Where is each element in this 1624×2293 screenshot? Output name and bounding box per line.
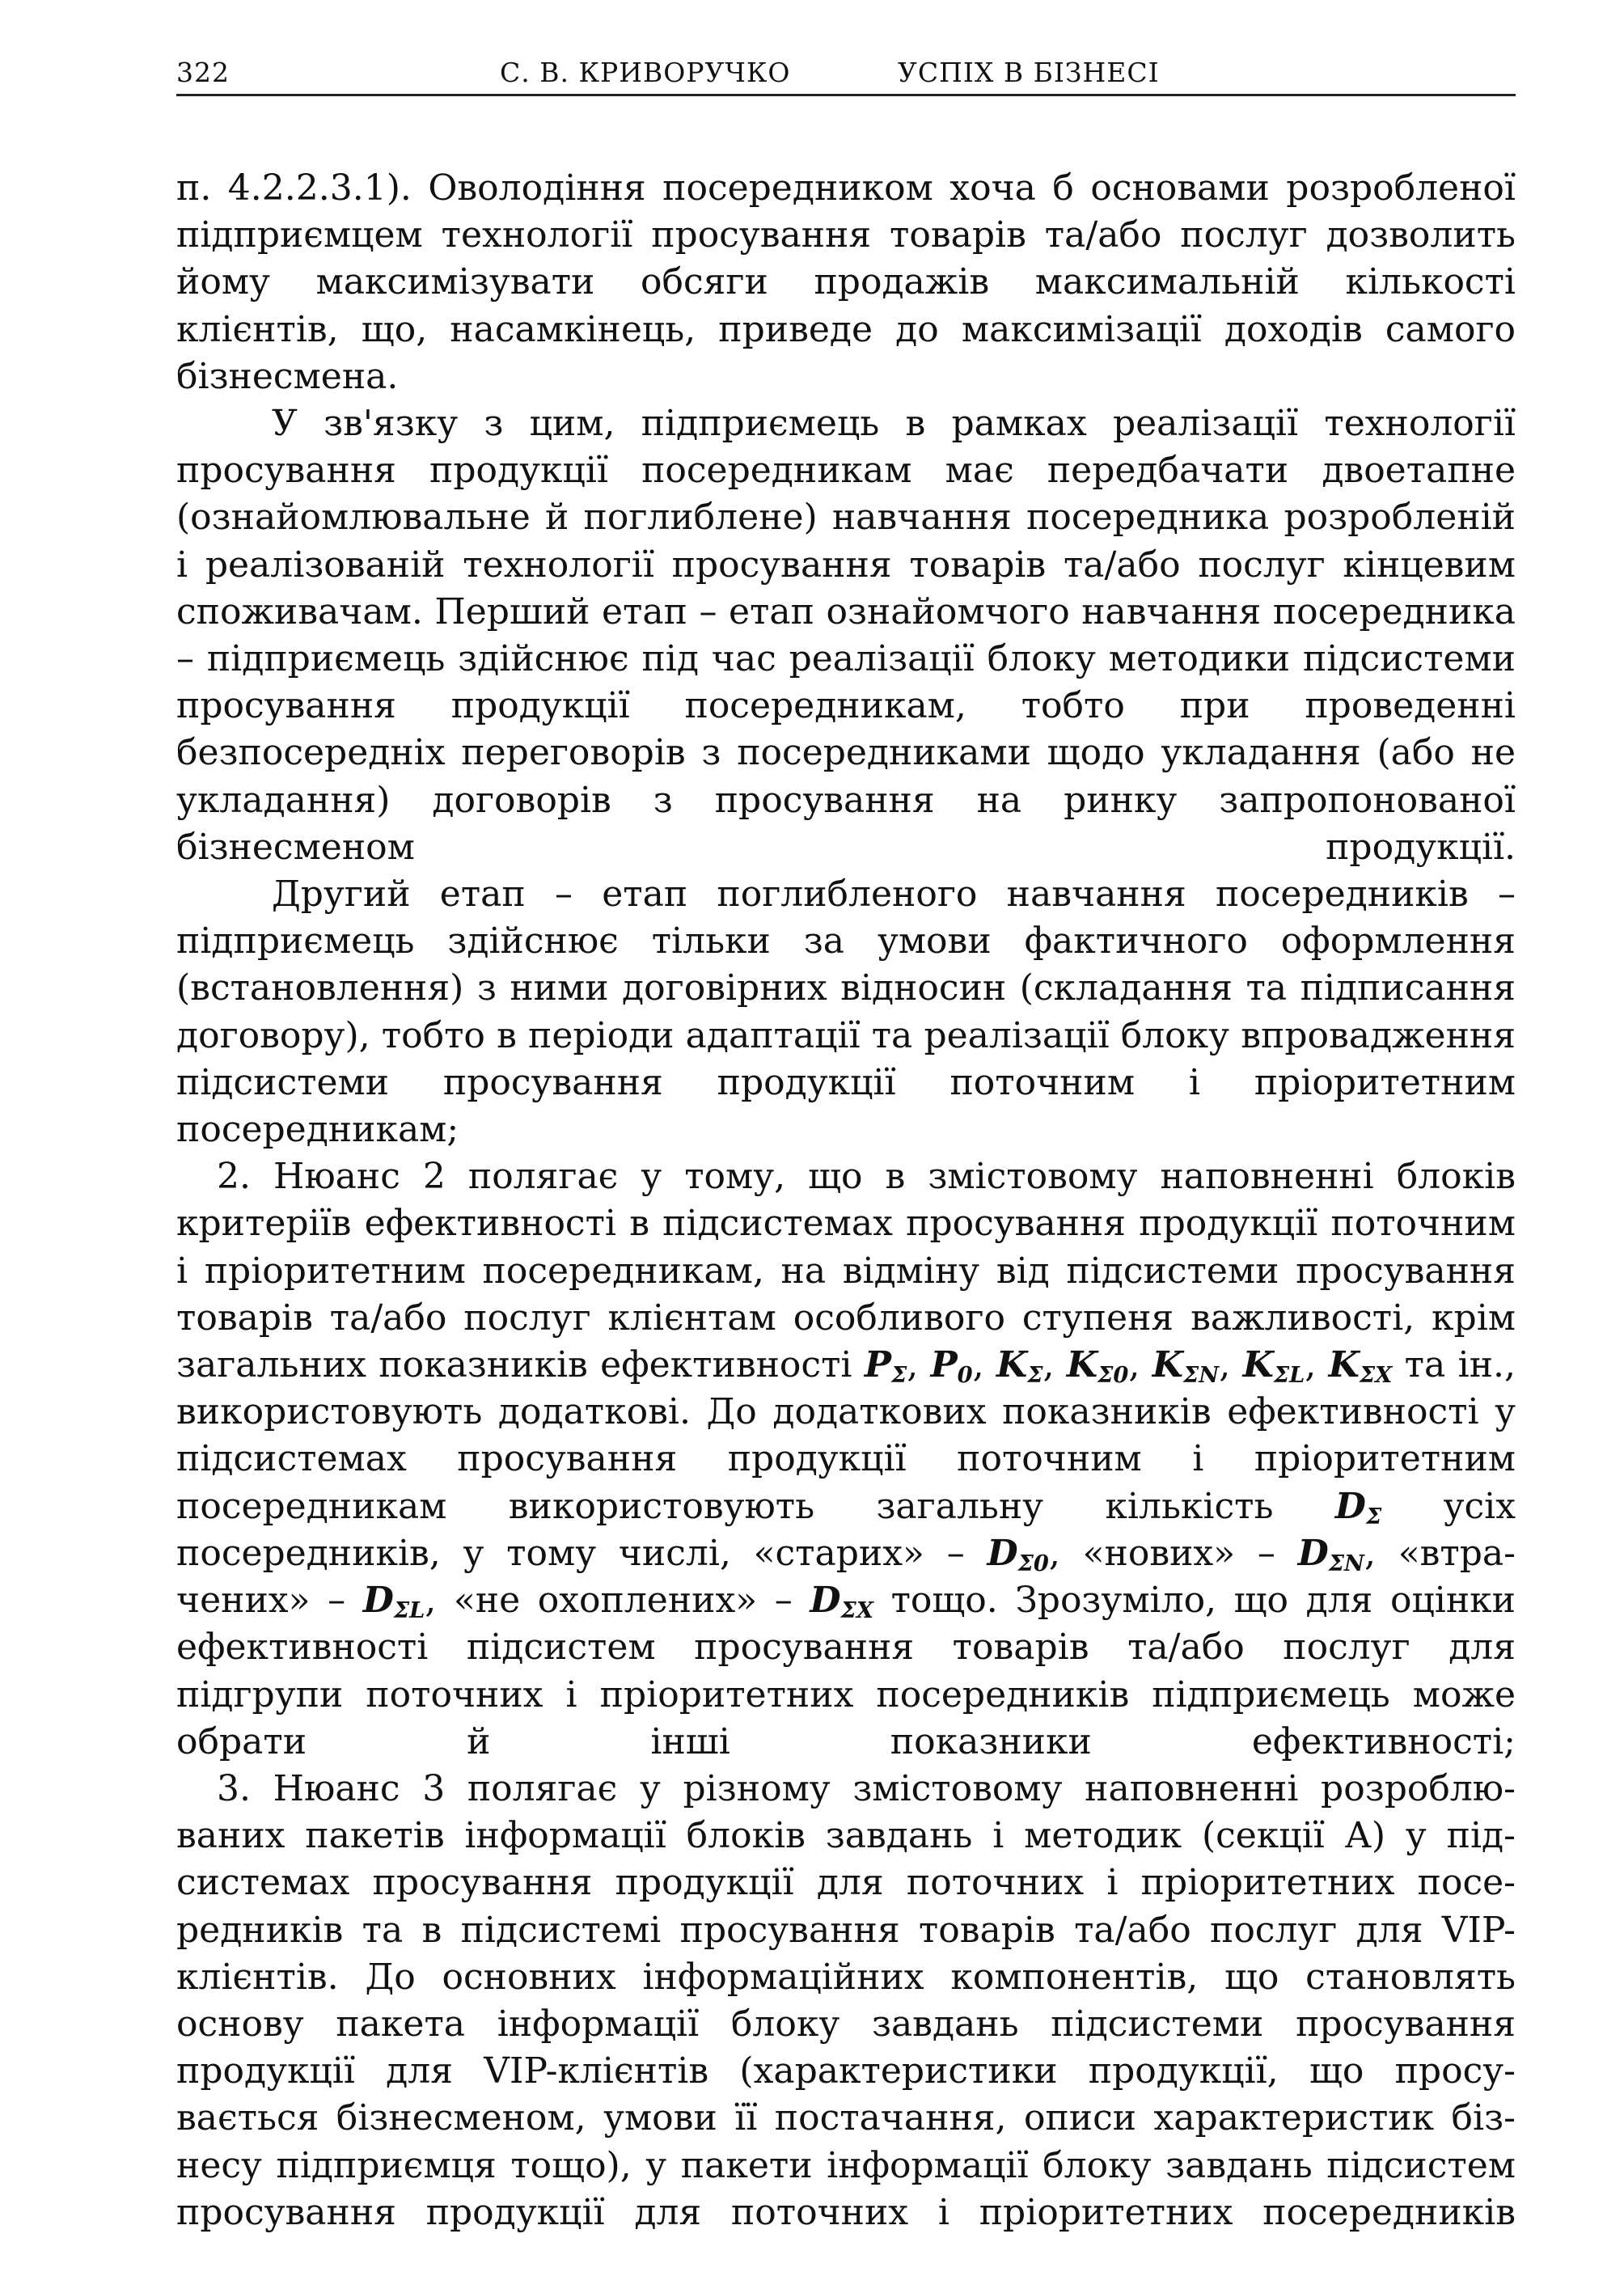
symbol-p-sigma: $P_\Sigma$	[864, 1344, 907, 1388]
paragraph-nuance-3: 3. Нюанс 3 полягає у різному змістовому наповненні розроблюваних пакетів інформації блоків завдань і методик (секції А) у підсистемах просування продукції для поточних і пріоритетних посередників та в підсистемі просування товарів та/або послуг для VIP-клієнтів. До основних інформаційних компонентів, що становлять основу пакета інформації блоку завдань підсистеми просування продукції для VIP-клієнтів (характеристики продукції, що просувається бізнесменом, умови її постачання, описи характеристик бізнесу підприємця тощо), у пакети інформації блоку завдань підсистем просування продукції для поточних і пріоритетних посередників	[176, 1767, 1516, 2233]
symbol-k-sigma0: $K_{\Sigma 0}$	[1066, 1344, 1129, 1388]
nuance-2-text-f: , «не охоплених» –	[425, 1580, 810, 1622]
symbol-k-sigman: $K_{\Sigma N}$	[1152, 1344, 1220, 1388]
running-header	[176, 52, 1516, 96]
symbol-k-sigma: $K_\Sigma$	[996, 1344, 1043, 1388]
paragraph-2: У зв'язку з цим, підприємець в рамках реалізації технології просування продукції посередникам має передбачати двоетапне (ознайомлювальне й поглиблене) навчання посередника розробленій і реалізованій технології просування товарів та/або послуг кінцевим споживачам. Перший етап – етап ознайомчого навчання посередника – підприємець здійснює під час реалізації блоку методики підсистеми просування продукції посередникам, тобто при проведенні безпосередніх переговорів з посередниками щодо укладання (або не укладання) договорів з просування на ринку запропонованої бізнесменом продукції.	[176, 403, 1516, 868]
nuance-2-text-g: тощо. Зрозуміло, що для оцінки ефективності підсистем просування товарів та/або послуг для підгрупи поточних і пріоритетних посередників підприємець може обрати й інші показники ефективності;	[176, 1580, 1516, 1762]
symbol-d-sigma0: $D_{\Sigma 0}$	[987, 1532, 1049, 1576]
symbol-d-sigmal: $D_{\Sigma L}$	[362, 1580, 425, 1623]
nuance-2-text-a: 2. Нюанс 2 полягає у тому, що в змістовому наповненні блоків критеріїв ефективності в підсистемах просування продукції поточним і пріоритетним посередникам, на відміну від підсистеми просування товарів та/або послуг клієнтам особливого ступеня важливості, крім загальних показників ефективності	[176, 1156, 1516, 1386]
symbol-p-zero: $P_0$	[930, 1344, 973, 1388]
symbol-k-sigmax: $K_{\Sigma X}$	[1328, 1344, 1393, 1388]
paragraph-3: Другий етап – етап поглибленого навчання посередників – підприємець здійснює тільки за умови фактичного оформлення (встановлення) з ними договірних відносин (складання та підписання договору), тобто в періоди адаптації та реалізації блоку впровадження підсистеми просування продукції поточним і пріоритетним посередникам;	[176, 874, 1516, 1151]
page-number: 322	[176, 57, 230, 88]
paragraph-1: п. 4.2.2.3.1). Оволодіння посередником хоча б основами розробленої підприємцем технології просування товарів та/або послуг дозволить йому максимізувати обсяги продажів максимальній кількості клієнтів, що, насамкінець, приведе до максимізації доходів самого бізнесмена.	[176, 167, 1516, 397]
symbol-d-sigma: $D_\Sigma$	[1334, 1485, 1382, 1529]
symbol-d-sigmax: $D_{\Sigma X}$	[810, 1580, 873, 1623]
nuance-2-text-c: усіх посередників, у тому числі, «старих» –	[176, 1485, 1516, 1574]
header-book-title: УСПІХ В БІЗНЕСІ	[898, 57, 1160, 88]
body-text	[176, 165, 1516, 2236]
symbol-k-sigmal: $K_{\Sigma L}$	[1242, 1344, 1305, 1388]
nuance-2-text-d: , «нових» –	[1048, 1532, 1298, 1574]
header-author: С. В. КРИВОРУЧКО	[500, 57, 791, 88]
nuance-2-text-e: , «втрачених» –	[176, 1532, 1516, 1622]
paragraph-nuance-2: 2. Нюанс 2 полягає у тому, що в змістовому наповненні блоків критеріїв ефективності в підсистемах просування продукції поточним і пріоритетним посередникам, на відміну від підсистеми просування товарів та/або послуг клієнтам особливого ступеня важливості, крім загальних показників ефективності $P_\Sigma$, $P_0$, $K_\Sigma$, $K_{\Sigma 0}$, $K_{\Sigma N}$, $K_{\Sigma L}$, $K_{\Sigma X}$ та ін., використовують додаткові. До додаткових показників ефективності у підсистемах просування продукції поточним і пріоритетним посередникам використовують загальну кількість $D_\Sigma$ усіх посередників, у тому числі, «старих» – $D_{\Sigma 0}$, «нових» – $D_{\Sigma N}$, «втрачених» – $D_{\Sigma L}$, «не охоплених» – $D_{\Sigma X}$ тощо. Зрозуміло, що для оцінки ефективності підсистем просування товарів та/або послуг для підгрупи поточних і пріоритетних посередників підприємець може обрати й інші показники ефективності;	[176, 1156, 1516, 1762]
symbol-d-sigman: $D_{\Sigma N}$	[1297, 1532, 1364, 1576]
nuance-2-text-b: та ін., використовують додаткові. До додаткових показників ефективності у підсистемах просування продукції поточним і пріоритетним посередникам використовують загальну кількість	[176, 1344, 1516, 1527]
